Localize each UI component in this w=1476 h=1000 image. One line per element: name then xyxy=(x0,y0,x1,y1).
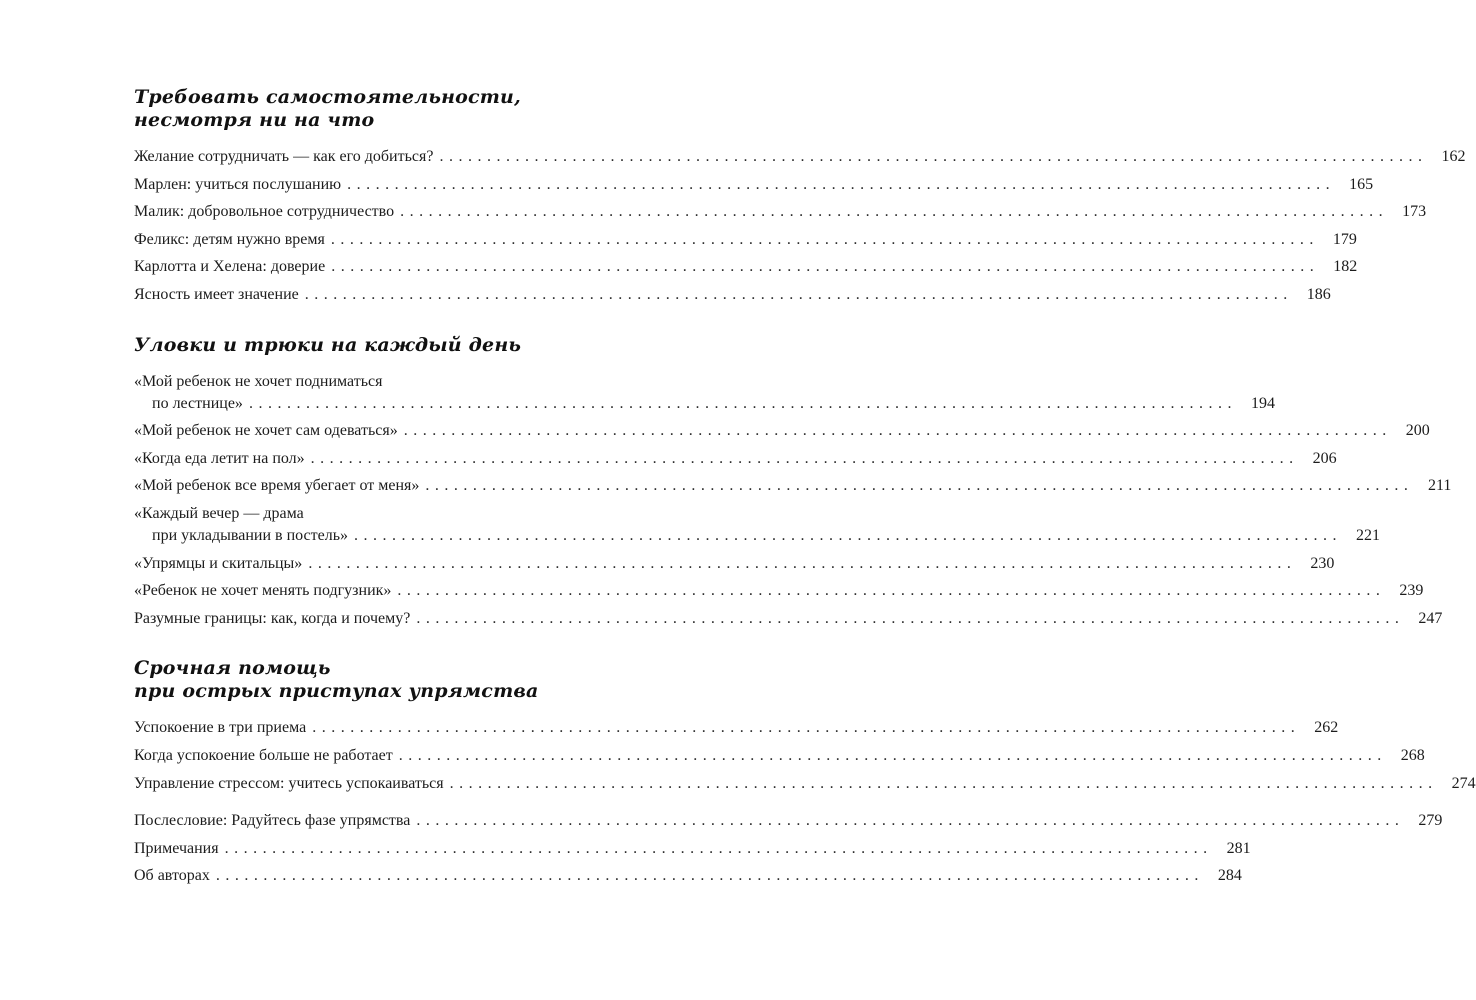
toc-entry[interactable] xyxy=(134,810,1443,832)
dot-leader: ........................................................................................................ xyxy=(347,175,1336,193)
entry-label: «Упрямцы и скитальцы» xyxy=(134,554,303,572)
entry-label: Управление стрессом: учитесь успокаиваться xyxy=(134,774,444,792)
entry-page: 186 xyxy=(1306,285,1331,303)
entry-label: Когда успокоение больше не работает xyxy=(134,746,393,764)
entry-page: 279 xyxy=(1418,812,1443,830)
section-title xyxy=(134,334,714,357)
dot-leader: ........................................................................................................ xyxy=(304,285,1293,303)
entry-page: 221 xyxy=(1356,526,1380,544)
toc-entry[interactable] xyxy=(134,229,1357,251)
toc-entry[interactable] xyxy=(134,773,1476,795)
entry-page: 230 xyxy=(1310,554,1335,572)
dot-leader: ........................................................................................................ xyxy=(310,449,1299,467)
entry-label: Желание сотрудничать — как его добиться? xyxy=(134,148,434,165)
toc-entry[interactable] xyxy=(134,553,1335,575)
entry-label: «Каждый вечер — драма xyxy=(134,504,304,522)
entry-page: 194 xyxy=(1250,394,1275,412)
dot-leader: ........................................................................................................ xyxy=(224,839,1213,857)
entry-continuation xyxy=(134,393,1275,415)
entry-page: 268 xyxy=(1400,746,1425,764)
toc-entry[interactable] xyxy=(134,284,1331,306)
entry-page: 165 xyxy=(1349,175,1374,193)
toc-entry[interactable] xyxy=(134,420,1430,442)
section-title-line: Требовать самостоятельности, xyxy=(134,86,521,108)
toc-entry[interactable] xyxy=(134,174,1374,196)
back-matter-entries xyxy=(134,810,1443,887)
dot-leader: ........................................................................................................ xyxy=(425,477,1414,495)
dot-leader: ........................................................................................................ xyxy=(439,148,1428,165)
entry-continuation xyxy=(134,525,1380,547)
toc-entry[interactable] xyxy=(134,503,1380,547)
entry-page: 262 xyxy=(1314,719,1339,737)
entry-page: 200 xyxy=(1405,422,1430,440)
entry-page: 274 xyxy=(1451,774,1476,792)
dot-leader: ........................................................................................................ xyxy=(416,609,1405,627)
entry-label: «Мой ребенок не хочет подниматься xyxy=(134,372,383,390)
entry-label: Карлотта и Хелена: доверие xyxy=(134,258,326,276)
section-spacer xyxy=(134,312,714,334)
entry-label: «Мой ребенок не хочет сам одеваться» xyxy=(134,422,398,440)
toc-entry[interactable] xyxy=(134,475,1452,497)
dot-leader: ........................................................................................................ xyxy=(312,719,1301,737)
entry-label: «Ребенок не хочет менять подгузник» xyxy=(134,582,392,600)
entry-page: 179 xyxy=(1332,230,1357,248)
section-entries xyxy=(134,717,1476,794)
entry-label: Малик: добровольное сотрудничество xyxy=(134,203,395,221)
toc-entry[interactable] xyxy=(134,745,1425,767)
entry-page: 247 xyxy=(1418,609,1443,627)
toc-entry[interactable] xyxy=(134,201,1427,223)
entry-label: по лестнице» xyxy=(152,394,243,412)
dot-leader: ........................................................................................................ xyxy=(449,774,1438,792)
toc-entry[interactable] xyxy=(134,448,1337,470)
entry-label: Об авторах xyxy=(134,867,210,885)
section-title-line: Срочная помощь xyxy=(134,657,331,680)
entry-label: Успокоение в три приема xyxy=(134,719,307,737)
toc-entry[interactable] xyxy=(134,865,1242,887)
section-spacer xyxy=(134,800,714,810)
dot-leader: ........................................................................................................ xyxy=(354,526,1342,544)
toc-entry[interactable] xyxy=(134,371,1275,415)
dot-leader: ........................................................................................................ xyxy=(330,230,1319,248)
entry-label: «Мой ребенок все время убегает от меня» xyxy=(134,477,420,495)
dot-leader: ........................................................................................................ xyxy=(400,203,1389,221)
section-spacer xyxy=(134,635,714,657)
dot-leader: ........................................................................................................ xyxy=(416,812,1405,830)
entry-page: 281 xyxy=(1226,839,1251,857)
toc-entry[interactable] xyxy=(134,838,1251,860)
dot-leader: ........................................................................................................ xyxy=(398,746,1387,764)
entry-page: 284 xyxy=(1217,867,1242,885)
entry-label: Послесловие: Радуйтесь фазе упрямства xyxy=(134,812,411,830)
section-title-line: при острых приступах упрямства xyxy=(134,680,539,703)
entry-label: Марлен: учиться послушанию xyxy=(134,175,342,193)
section-title-line: несмотря ни на что xyxy=(134,109,375,131)
entry-label: Примечания xyxy=(134,839,219,857)
entry-page: 173 xyxy=(1402,203,1427,221)
section-title xyxy=(134,657,714,703)
entry-page: 162 xyxy=(1441,148,1466,165)
table-of-contents xyxy=(134,86,1476,893)
section-entries xyxy=(134,371,1452,630)
entry-label: Ясность имеет значение xyxy=(134,285,299,303)
entry-label: Разумные границы: как, когда и почему? xyxy=(134,609,411,627)
toc-entry[interactable] xyxy=(134,146,1466,168)
entry-label: Феликс: детям нужно время xyxy=(134,230,325,248)
dot-leader: ........................................................................................................ xyxy=(331,258,1320,276)
dot-leader: ........................................................................................................ xyxy=(308,554,1297,572)
dot-leader: ........................................................................................................ xyxy=(215,867,1204,885)
toc-entry[interactable] xyxy=(134,608,1443,630)
entry-page: 239 xyxy=(1399,582,1424,600)
dot-leader: ........................................................................................................ xyxy=(248,394,1237,412)
entry-label: «Когда еда летит на пол» xyxy=(134,449,305,467)
entry-page: 182 xyxy=(1333,258,1358,276)
section-entries xyxy=(134,146,1466,306)
section-title-line: Уловки и трюки на каждый день xyxy=(134,333,522,356)
entry-page: 206 xyxy=(1312,449,1337,467)
entry-page: 211 xyxy=(1427,477,1452,495)
section-title xyxy=(134,86,714,132)
toc-entry[interactable] xyxy=(134,717,1339,739)
dot-leader: ........................................................................................................ xyxy=(403,422,1392,440)
toc-entry[interactable] xyxy=(134,580,1424,602)
toc-entry[interactable] xyxy=(134,256,1358,278)
dot-leader: ........................................................................................................ xyxy=(397,582,1386,600)
entry-label: при укладывании в постель» xyxy=(152,526,348,544)
